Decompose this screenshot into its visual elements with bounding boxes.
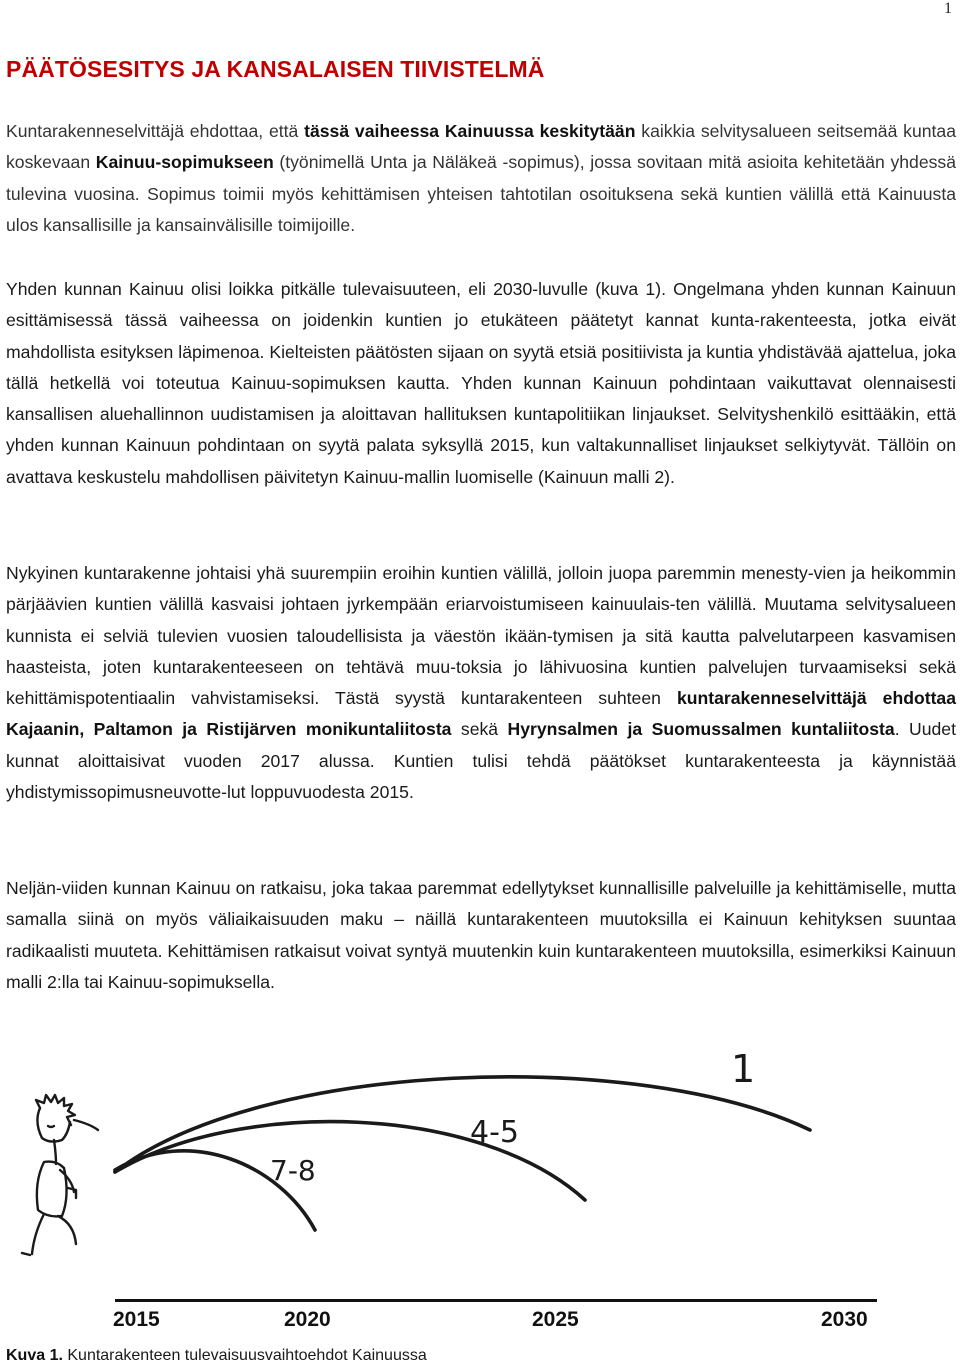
future-jumps-figure <box>0 1030 960 1330</box>
caption-label: Kuva 1. <box>6 1347 63 1364</box>
paragraph-3 <box>6 558 956 808</box>
bold-run: kuntarakenneselvittäjä ehdottaa Kajaanin, Paltamon ja Ristijärven monikuntaliitosta <box>6 688 956 740</box>
bold-run: Kainuu-sopimukseen <box>95 152 274 173</box>
bold-run: tässä vaiheessa Kainuussa keskitytään <box>304 121 636 141</box>
figure-caption <box>6 1347 427 1365</box>
paragraph-4: Neljän-viiden kunnan Kainuu on ratkaisu, joka takaa paremmat edellytykset kunnallisille palveluille ja kehittämiselle, mutta samalla siinä on myös väliaikaisuuden maku – näillä kuntarakenteen muutoksilla ei Kainuun kehityksen suuntaa radikaalisti muuteta. Kehittämisen ratkaisut voivat syntyä muutenkin kuin kuntarakenteen muutoksilla, esimerkiksi Kainuun malli 2:lla tai Kainuu-sopimuksella. <box>6 878 956 992</box>
page-title: PÄÄTÖSESITYS JA KANSALAISEN TIIVISTELMÄ <box>6 56 545 82</box>
text-run: Kuntarakenneselvittäjä ehdottaa, että <box>6 121 305 141</box>
timeline-axis <box>115 1299 877 1302</box>
jump-label-4-5: 4-5 <box>470 1115 519 1150</box>
year-label-2025: 2025 <box>532 1308 579 1331</box>
stick-figure-illustration <box>22 1095 98 1255</box>
bold-run: Hyrynsalmen ja Suomussalmen kuntaliitosta <box>507 719 895 740</box>
page-number: 1 <box>944 0 952 17</box>
text-run: . Uudet kunnat aloittaisivat vuoden 2017 alussa. Kuntien tulisi tehdä päätökset kuntarakenteesta ja käynnistää yhdistymissopimusneuvotte-lut loppuvuodesta 2015. <box>6 719 956 803</box>
text-run: sekä <box>451 719 508 740</box>
year-label-2015: 2015 <box>113 1308 160 1331</box>
text-run: (työnimellä Unta ja Näläkeä -sopimus), jossa sovitaan mitä asioita kehitetään yhdessä tulevina vuosina. Sopimus toimii myös kehittämisen yhteisen tahtotilan osoituksena sekä kuntien välillä että Kainuusta ulos kansallisille ja kansainvälisille toimijoille. <box>6 152 957 235</box>
jump-label-1: 1 <box>731 1047 756 1091</box>
text-run: kaikkia selvitysalueen seitsemää kuntaa koskevaan <box>6 121 956 173</box>
year-label-2020: 2020 <box>284 1308 331 1331</box>
paragraph-2: Yhden kunnan Kainuu olisi loikka pitkälle tulevaisuuteen, eli 2030-luvulle (kuva 1). Ongelmana yhden kunnan Kainuun esittämisessä tässä vaiheessa on joidenkin kuntien jo etukäteen päätetyt kannat kunta-rakenteesta, jotka eivät mahdollista esityksen läpimenoa. Kielteisten päätösten sijaan on syytä etsiä positiivista ja kuntia yhdistävää ajattelua, joka tällä hetkellä voi toteutua Kainuu-sopimuksen kautta. Yhden kunnan Kainuun pohdintaan vaikuttavat olennaisesti kansallisen aluehallinnon uudistamisen ja aloittavan hallituksen kuntapolitiikan linjaukset. Selvityshenkilö esittääkin, että yhden kunnan Kainuun pohdintaan on syytä palata syksyllä 2015, kun valtakunnalliset linjaukset selkiytyvät. Tällöin on avattava keskustelu mahdollisen päivitetyn Kainuu-mallin luomiselle (Kainuun malli 2). <box>6 279 956 487</box>
text-run: Nykyinen kuntarakenne johtaisi yhä suurempiin eroihin kuntien välillä, jolloin juopa paremmin menesty-vien ja heikommin pärjäävien kuntien välillä kasvaisi johtaen jyrkempään eriarvoistumiseen kainuulais-ten välillä. Muutama selvitysalueen kunnista ei selviä tulevien vuosien taloudellisista ja väestön ikään-tymisen ja sitä kautta palvelutarpeen kasvamisen haasteista, joten kuntarakenteeseen on tehtävä muu-toksia jo lähivuosina kuntien palvelujen turvaamiseksi sekä kehittämispotentiaalin vahvistamiseksi. Tästä syystä kuntarakenteen suhteen <box>6 563 956 709</box>
paragraph-1 <box>6 116 956 241</box>
caption-text: Kuntarakenteen tulevaisuusvaihtoehdot Kainuussa <box>62 1347 427 1364</box>
arc-1-jump <box>115 1077 810 1172</box>
jump-label-7-8: 7-8 <box>270 1154 316 1187</box>
year-label-2030: 2030 <box>821 1308 868 1331</box>
